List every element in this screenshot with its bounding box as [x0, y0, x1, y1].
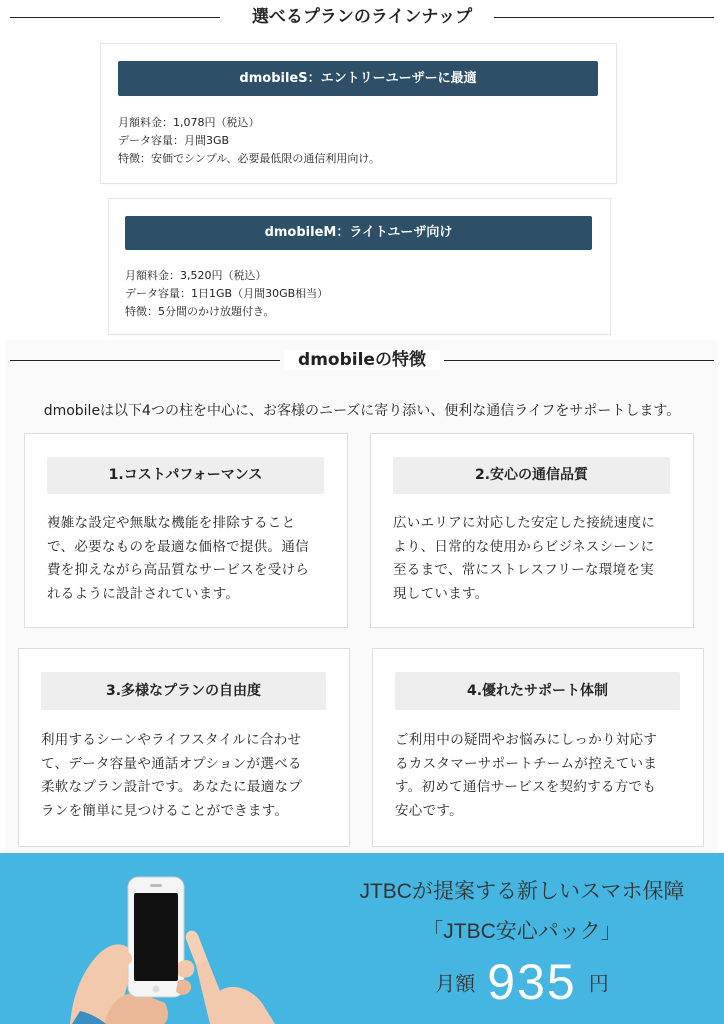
- banner-line1: JTBCが提案する新しいスマホ保障: [359, 880, 685, 903]
- feature-description: 複雑な設定や無駄な機能を排除すること で、必要なものを最適な価格で提供。通信 費を抑えながら高品質なサービスを受けら れるように設計されています。: [47, 515, 310, 602]
- plan-details: [125, 267, 328, 321]
- hand-holding-smartphone-icon: [0, 853, 320, 1024]
- plan-details: [118, 114, 380, 168]
- plan-feature: 特徴：5分間のかけ放題付き。: [125, 305, 275, 318]
- feature-title: 2.安心の通信品質: [393, 457, 670, 494]
- feature-card-support: [372, 648, 704, 847]
- feature-description: 広いエリアに対応した安定した接続速度に より、日常的な使用からビジネスシーンに 至るまで、常にストレスフリーな環境を実 現しています。: [393, 515, 656, 602]
- feature-description: 利用するシーンやライフスタイルに合わせ て、データ容量や通話オプションが選べる 柔軟なプラン設計です。あなたに最適なプ ランを簡単に見つけることができます。: [41, 732, 303, 819]
- feature-card-cost: [24, 433, 348, 628]
- plan-data: データ容量：月間3GB: [118, 134, 230, 147]
- price-unit: 円: [588, 971, 609, 996]
- feature-title: 4.優れたサポート体制: [395, 672, 680, 710]
- banner-line2: 「JTBC安心パック」: [422, 920, 622, 943]
- plan-price: 月額料金：3,520円（税込）: [125, 269, 267, 282]
- plan-data: データ容量：1日1GB（月間30GB相当）: [125, 287, 329, 300]
- features-heading: dmobileの特徴: [284, 350, 440, 370]
- plan-feature: 特徴：安価でシンプル、必要最低限の通信利用向け。: [118, 152, 380, 165]
- feature-card-quality: [370, 433, 694, 628]
- plans-heading-row: [0, 0, 724, 34]
- feature-description: ご利用中の疑問やお悩みにしっかり対応す るカスタマーサポートチームが控えていま す。初めて通信サービスを契約する方でも 安心です。: [395, 732, 658, 819]
- price-value: 935: [487, 954, 577, 1010]
- price-label: 月額: [435, 971, 476, 996]
- plan-title-bar: dmobileM：ライトユーザ向け: [125, 216, 592, 250]
- feature-card-flexibility: [18, 648, 350, 847]
- plans-heading: 選べるプランのラインナップ: [238, 7, 486, 27]
- features-heading-row: [0, 343, 724, 377]
- banner-price: [320, 953, 724, 1011]
- features-intro: dmobileは以下4つの柱を中心に、お客様のニーズに寄り添い、便利な通信ライフをサポートします。: [43, 403, 681, 419]
- feature-title: 1.コストパフォーマンス: [47, 457, 324, 494]
- plan-price: 月額料金：1,078円（税込）: [118, 116, 260, 129]
- plan-card-m: [108, 198, 611, 335]
- jtbc-banner[interactable]: [0, 853, 724, 1024]
- feature-title: 3.多様なプランの自由度: [41, 672, 326, 710]
- plan-card-s: [100, 43, 617, 184]
- plan-title-bar: dmobileS：エントリーユーザーに最適: [118, 61, 598, 96]
